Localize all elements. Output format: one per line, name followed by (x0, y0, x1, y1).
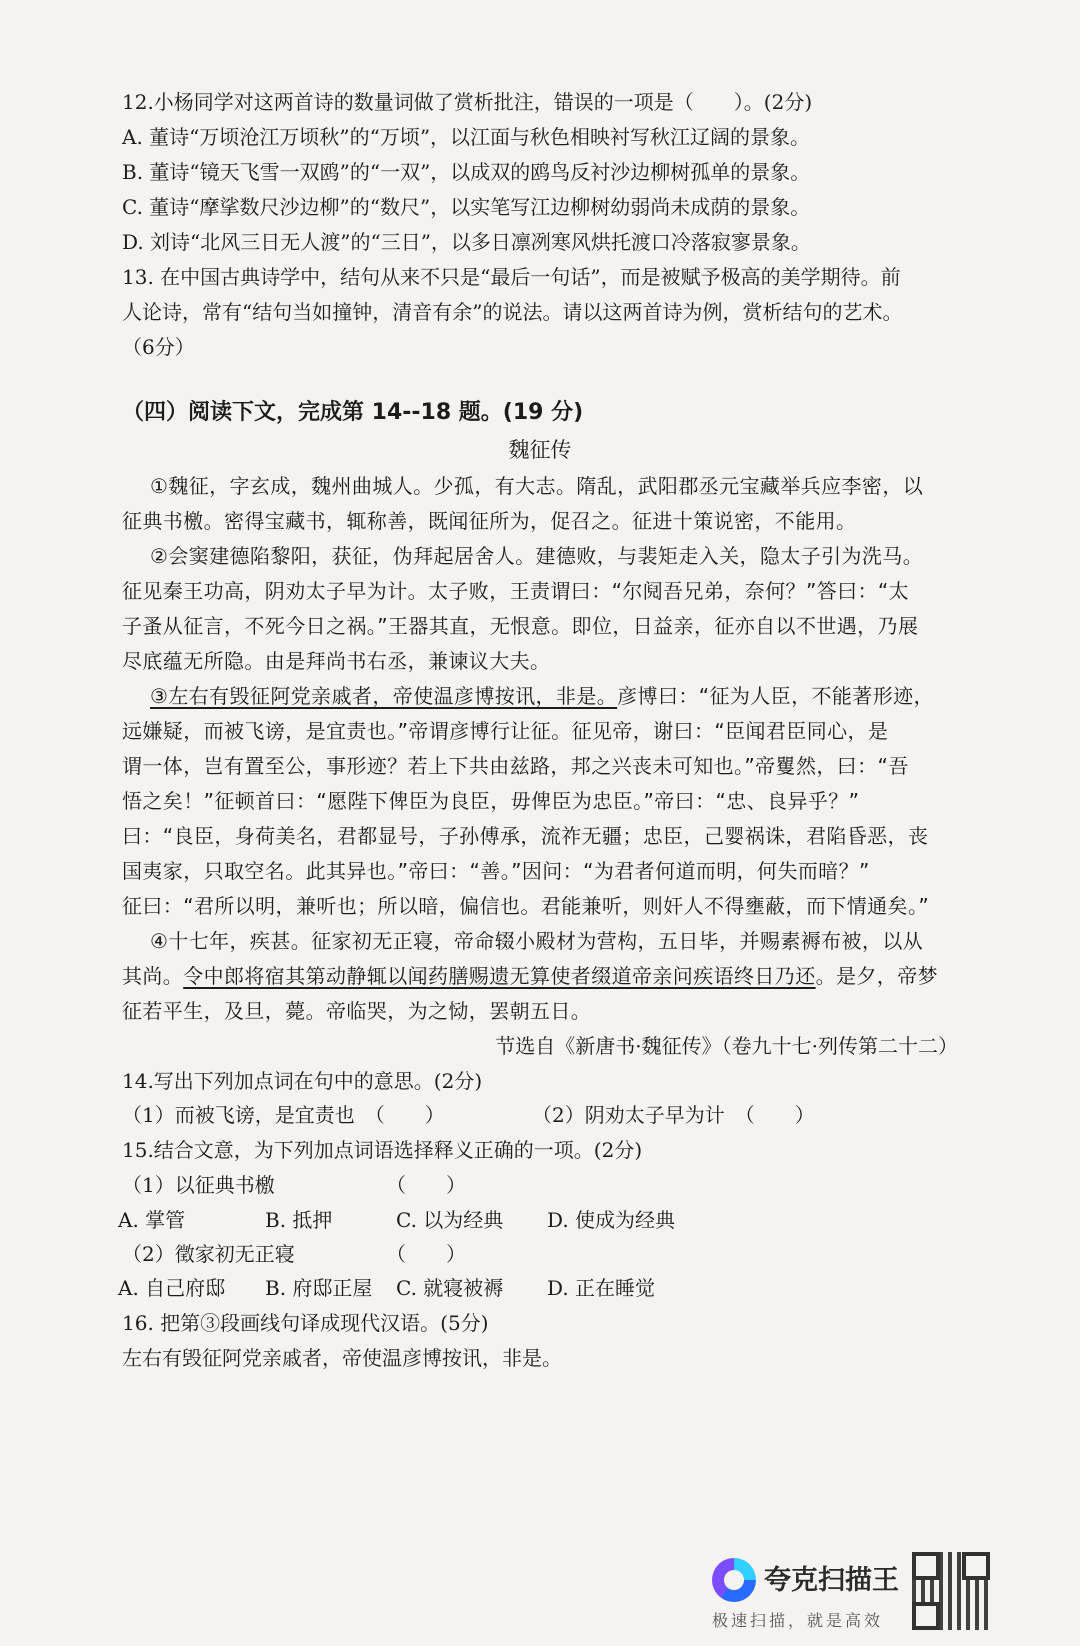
para3-line-2: 远嫌疑，而被飞谤，是宜责也。”帝谓彦博行让征。征见帝，谢曰：“臣闻君臣同心，是 (122, 719, 889, 743)
watermark-slogan: 极速扫描，就是高效 (712, 1611, 884, 1630)
q13-line-3: （6分） (122, 335, 195, 359)
q15-sub-1-option-a: A. 掌管 (118, 1208, 186, 1232)
para4-line-3: 征若平生，及旦，薨。帝临哭，为之恸，罢朝五日。 (122, 999, 592, 1023)
q15-sub-1-option-c: C. 以为经典 (396, 1208, 504, 1232)
q15-sub-1-option-d: D. 使成为经典 (547, 1208, 676, 1232)
q15-sub-2-blank: （ ） (386, 1242, 466, 1266)
q12-option-b: B. 董诗“镜天飞雪一双鸥”的“一双”，以成双的鸥鸟反衬沙边柳树孤单的景象。 (122, 160, 811, 184)
q15-sub-1: （1）以征典书檄 (122, 1173, 275, 1197)
para4-line-2 (122, 963, 960, 989)
quark-logo-icon (712, 1558, 756, 1602)
para2-line-2: 征见秦王功高，阴劝太子早为计。太子败，王责谓曰：“尔阋吾兄弟，奈何？”答曰：“太 (122, 579, 910, 603)
para3-line-1-rest: 彦博曰：“征为人臣，不能著形迹， (617, 684, 934, 708)
para2-line-3: 子蚤从征言，不死今日之祸。”王器其直，无恨意。即位，日益亲，征亦自以不世遇，乃展 (122, 614, 919, 638)
para3-line-6: 国夷家，只取空名。此其异也。”帝曰：“善。”因问：“为君者何道而明，何失而暗？” (122, 859, 870, 883)
q16-sentence: 左右有毁征阿党亲戚者，帝使温彦博按讯，非是。 (122, 1346, 562, 1370)
para1-line-1: ①魏征，字玄成，魏州曲城人。少孤，有大志。隋乱，武阳郡丞元宝藏举兵应李密，以 (150, 474, 924, 498)
qr-code-icon (912, 1552, 990, 1630)
para1-line-2: 征典书檄。密得宝藏书，辄称善，既闻征所为，促召之。征进十策说密，不能用。 (122, 509, 857, 533)
q15-sub-2-option-c: C. 就寝被褥 (396, 1276, 504, 1300)
para3-line-1 (150, 683, 988, 709)
para4-line-2-suffix: 。是夕，帝梦 (815, 964, 939, 988)
para3-line-4: 悟之矣！”征顿首曰：“愿陛下俾臣为良臣，毋俾臣为忠臣。”帝曰：“忠、良异乎？” (122, 789, 860, 813)
q15-sub-1-option-b: B. 抵押 (265, 1208, 333, 1232)
para4-line-1: ④十七年，疾甚。征家初无正寝，帝命辍小殿材为营构，五日毕，并赐素褥布被，以从 (150, 929, 924, 953)
watermark-brand: 夸克扫描王 (764, 1565, 899, 1596)
para3-underlined-sentence: ③左右有毁征阿党亲戚者，帝使温彦博按讯，非是。 (150, 684, 618, 708)
para3-line-3: 谓一体，岂有置至公，事形迹？若上下共由兹路，邦之兴丧未可知也。”帝矍然，曰：“吾 (122, 754, 909, 778)
section-heading: （四）阅读下文，完成第 14--18 题。(19 分) (122, 400, 584, 425)
q13-line-2: 人论诗，常有“结句当如撞钟，清音有余”的说法。请以这两首诗为例，赏析结句的艺术。 (122, 300, 903, 324)
para2-line-4: 尽底蕴无所隐。由是拜尚书右丞，兼谏议大夫。 (122, 649, 551, 673)
q15-stem: 15.结合文意，为下列加点词语选择释义正确的一项。(2分) (122, 1138, 643, 1162)
passage-title: 魏征传 (508, 438, 572, 462)
passage-source: 节选自《新唐书·魏征传》（卷九十七·列传第二十二） (495, 1034, 958, 1058)
q16-stem: 16. 把第③段画线句译成现代汉语。(5分) (122, 1311, 489, 1335)
q13-line-1: 13. 在中国古典诗学中，结句从来不只是“最后一句话”，而是被赋予极高的美学期待。前 (122, 265, 901, 289)
scanner-watermark (712, 1548, 1012, 1634)
q15-sub-2-option-b: B. 府邸正屋 (265, 1276, 373, 1300)
para3-line-7: 征曰：“君所以明，兼听也；所以暗，偏信也。君能兼听，则奸人不得壅蔽，而下情通矣。” (122, 894, 930, 918)
q14-stem: 14.写出下列加点词在句中的意思。(2分) (122, 1069, 483, 1093)
q15-sub-2-option-a: A. 自己府邸 (118, 1276, 226, 1300)
q12-option-d: D. 刘诗“北风三日无人渡”的“三日”，以多日凛冽寒风烘托渡口冷落寂寥景象。 (122, 230, 811, 254)
q15-sub-2: （2）徵家初无正寝 (122, 1242, 295, 1266)
q15-sub-1-blank: （ ） (386, 1173, 466, 1197)
q12-option-c: C. 董诗“摩挲数尺沙边柳”的“数尺”，以实笔写江边柳树幼弱尚未成荫的景象。 (122, 195, 811, 219)
q15-sub-2-option-d: D. 正在睡觉 (547, 1276, 656, 1300)
q14-item-1: （1）而被飞谤，是宜责也 （ ） (122, 1103, 445, 1127)
q14-item-2: （2）阴劝太子早为计 （ ） (532, 1103, 815, 1127)
para2-line-1: ②会窦建德陷黎阳，获征，伪拜起居舍人。建德败，与裴矩走入关，隐太子引为洗马。 (150, 544, 924, 568)
para4-underlined-sentence: 令中郎将宿其第动静辄以闻药膳赐遗无算使者缀道帝亲问疾语终日乃还 (183, 964, 816, 988)
para3-line-5: 曰：“良臣，身荷美名，君都显号，子孙傅承，流祚无疆；忠臣，己婴祸诛，君陷昏恶，丧 (122, 824, 929, 848)
para4-line-2-prefix: 其尚。 (122, 964, 184, 988)
q12-option-a: A. 董诗“万顷沧江万顷秋”的“万顷”，以江面与秋色相映衬写秋江辽阔的景象。 (122, 125, 811, 149)
q12-stem: 12.小杨同学对这两首诗的数量词做了赏析批注，错误的一项是（ ）。(2分) (122, 90, 813, 114)
